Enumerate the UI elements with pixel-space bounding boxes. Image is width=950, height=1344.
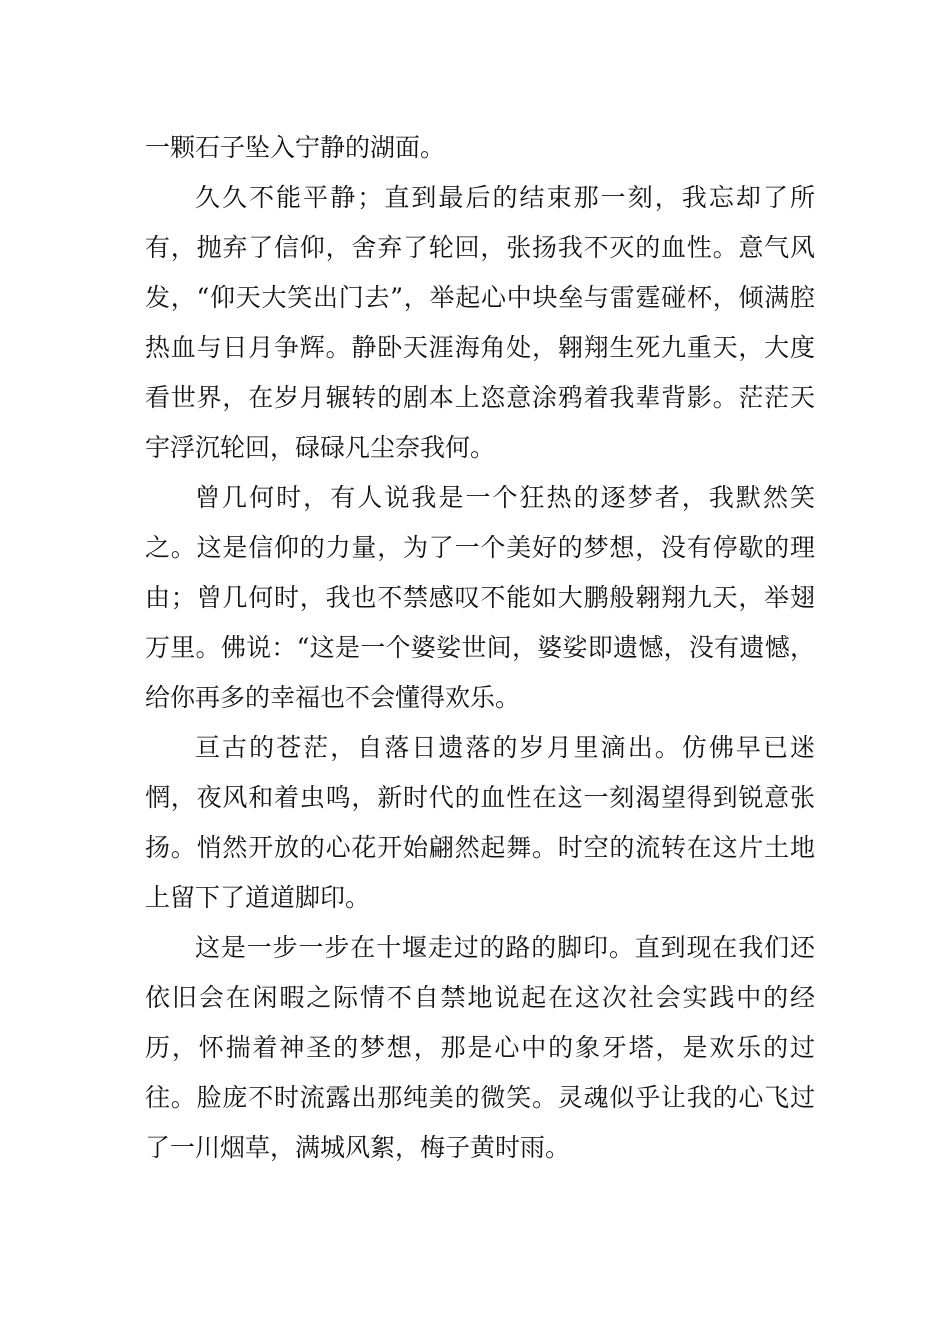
paragraph-2: 久久不能平静；直到最后的结束那一刻，我忘却了所有，抛弃了信仰，舍弃了轮回，张扬我不灭的血性。意气风发，“仰天大笑出门去”，举起心中块垒与雷霆碰杯，倾满腔热血与日月争辉。静卧天涯海角处，翱翔生死九重天，大度看世界，在岁月辗转的剧本上恣意涂鸦着我辈背影。茫茫天宇浮沉轮回，碌碌凡尘奈我何。 [145,183,815,462]
body-text [145,123,815,1173]
paragraph-5: 这是一步一步在十堰走过的路的脚印。直到现在我们还依旧会在闲暇之际情不自禁地说起在这次社会实践中的经历，怀揣着神圣的梦想，那是心中的象牙塔，是欢乐的过往。脸庞不时流露出那纯美的微笑。灵魂似乎让我的心飞过了一川烟草，满城风絮，梅子黄时雨。 [145,933,815,1162]
paragraph-4: 亘古的苍茫，自落日遗落的岁月里滴出。仿佛早已迷惘，夜风和着虫鸣，新时代的血性在这一刻渴望得到锐意张扬。悄然开放的心花开始翩然起舞。时空的流转在这片土地上留下了道道脚印。 [145,733,815,912]
paragraph-1: 一颗石子坠入宁静的湖面。 [145,133,446,162]
paragraph-3: 曾几何时，有人说我是一个狂热的逐梦者，我默然笑之。这是信仰的力量，为了一个美好的梦想，没有停歇的理由；曾几何时，我也不禁感叹不能如大鹏般翱翔九天，举翅万里。佛说：“这是一个婆娑世间，婆娑即遗憾，没有遗憾，给你再多的幸福也不会懂得欢乐。 [145,483,815,712]
